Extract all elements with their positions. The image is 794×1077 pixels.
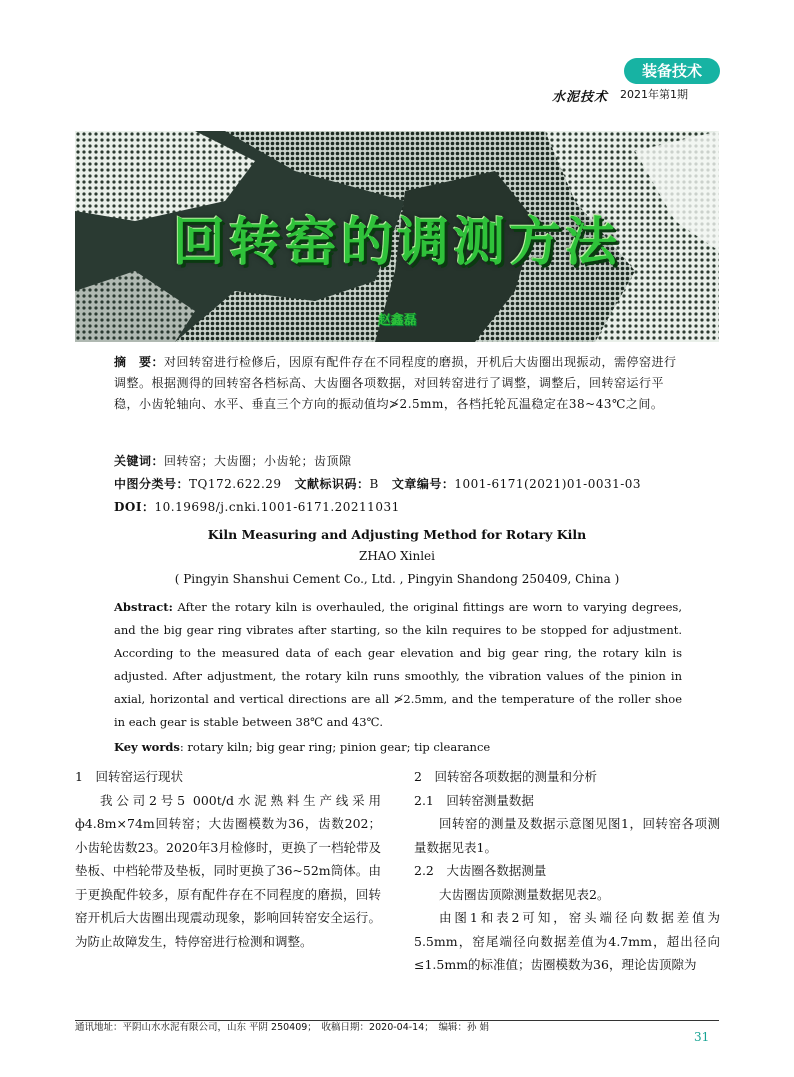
section-2-1-heading: 2.1 回转窑测量数据 bbox=[414, 792, 534, 808]
body-right-column bbox=[414, 765, 720, 977]
section-1-paragraph: 我公司2号5 000t/d水泥熟料生产线采用ф4.8m×74m回转窑；大齿圈模数为36，齿数202；小齿轮齿数23。2020年3月检修时，更换了一档轮带及垫板、中档轮带及垫板，同时更换了36~52m筒体。由于更换配件较多，原有配件存在不同程度的磨损，回转窑开机后大齿圈出现震动现象，影响回转窑安全运行。为防止故障发生，特停窑进行检测和调整。 bbox=[75, 792, 381, 949]
doi-label: DOI： bbox=[114, 500, 155, 514]
body-left-column bbox=[75, 765, 381, 953]
article-no-label: 文章编号： bbox=[391, 477, 455, 491]
keywords-cn bbox=[114, 451, 682, 472]
issue-label: 2021年第1期 bbox=[620, 88, 688, 101]
keywords-cn-text: 回转窑；大齿圈；小齿轮；齿顶隙 bbox=[164, 454, 352, 468]
section-2-2-heading: 2.2 大齿圈各数据测量 bbox=[414, 863, 547, 878]
abstract-cn-label: 摘 要： bbox=[114, 355, 165, 369]
section-badge: 装备技术 bbox=[624, 58, 720, 84]
clc-value: TQ172.622.29 bbox=[189, 477, 282, 491]
english-keywords bbox=[114, 736, 682, 759]
doc-code-value: B bbox=[369, 477, 379, 491]
journal-name: 水泥技术 bbox=[552, 90, 609, 105]
doi-value: 10.19698/j.cnki.1001-6171.20211031 bbox=[154, 500, 400, 514]
clc-label: 中图分类号： bbox=[114, 477, 190, 491]
english-author: ZHAO Xinlei bbox=[358, 549, 435, 563]
article-title-cn: 回转窑的调测方法 bbox=[172, 213, 621, 273]
english-affiliation: ( Pingyin Shanshui Cement Co., Ltd. , Pingyin Shandong 250409, China ) bbox=[174, 572, 620, 586]
english-abstract-text: After the rotary kiln is overhauled, the original fittings are worn to varying degrees, and the big gear ring vibrates after starting, so the kiln requires to be stopped for adjustment. According to the measured data of each gear elevation and big gear ring, the rotary kiln is adjusted. After adjustment, the rotary kiln runs smoothly, the vibration values of the pinion in axial, horizontal and vertical directions are all ≯2.5mm, and the temperature of the roller shoe in each gear is stable between 38℃ and 43℃. bbox=[114, 600, 682, 729]
english-keywords-text: : rotary kiln; big gear ring; pinion gear; tip clearance bbox=[179, 740, 491, 754]
footnote: 通讯地址：平阴山水水泥有限公司，山东 平阴 250409； 收稿日期：2020-04-14； 编辑：孙 娟 bbox=[75, 1022, 490, 1033]
english-keywords-label: Key words bbox=[114, 740, 180, 754]
section-1-heading: 1 回转窑运行现状 bbox=[75, 769, 183, 784]
article-no-value: 1001-6171(2021)01-0031-03 bbox=[454, 477, 642, 491]
english-title: Kiln Measuring and Adjusting Method for Rotary Kiln bbox=[207, 527, 587, 542]
abstract-cn bbox=[114, 352, 682, 415]
english-abstract-label: Abstract: bbox=[114, 600, 173, 614]
abstract-cn-text: 对回转窑进行检修后，因原有配件存在不同程度的磨损，开机后大齿圈出现振动，需停窑进行调整。根据测得的回转窑各档标高、大齿圈各项数据，对回转窑进行了调整，调整后，回转窑运行平稳，小齿轮轴向、水平、垂直三个方向的振动值均≯2.5mm，各档托轮瓦温稳定在38~43℃之间。 bbox=[114, 355, 677, 411]
section-2-heading: 2 回转窑各项数据的测量和分析 bbox=[414, 769, 597, 784]
doi-line bbox=[114, 497, 682, 518]
keywords-cn-label: 关键词： bbox=[114, 454, 165, 468]
author-cn: 赵鑫磊 bbox=[377, 313, 417, 328]
english-abstract bbox=[114, 596, 682, 734]
section-2-2-paragraph-2: 由图1和表2可知，窑头端径向数据差值为5.5mm，窑尾端径向数据差值为4.7mm，超出径向≤1.5mm的标准值；齿圈模数为36，理论齿顶隙为 bbox=[414, 910, 720, 972]
classification-line bbox=[114, 474, 682, 495]
doc-code-label: 文献标识码： bbox=[294, 477, 370, 491]
section-2-1-paragraph: 回转窑的测量及数据示意图见图1，回转窑各项测量数据见表1。 bbox=[414, 816, 720, 855]
page-number: 31 bbox=[694, 1030, 710, 1044]
section-2-2-paragraph-1: 大齿圈齿顶隙测量数据见表2。 bbox=[439, 886, 610, 902]
